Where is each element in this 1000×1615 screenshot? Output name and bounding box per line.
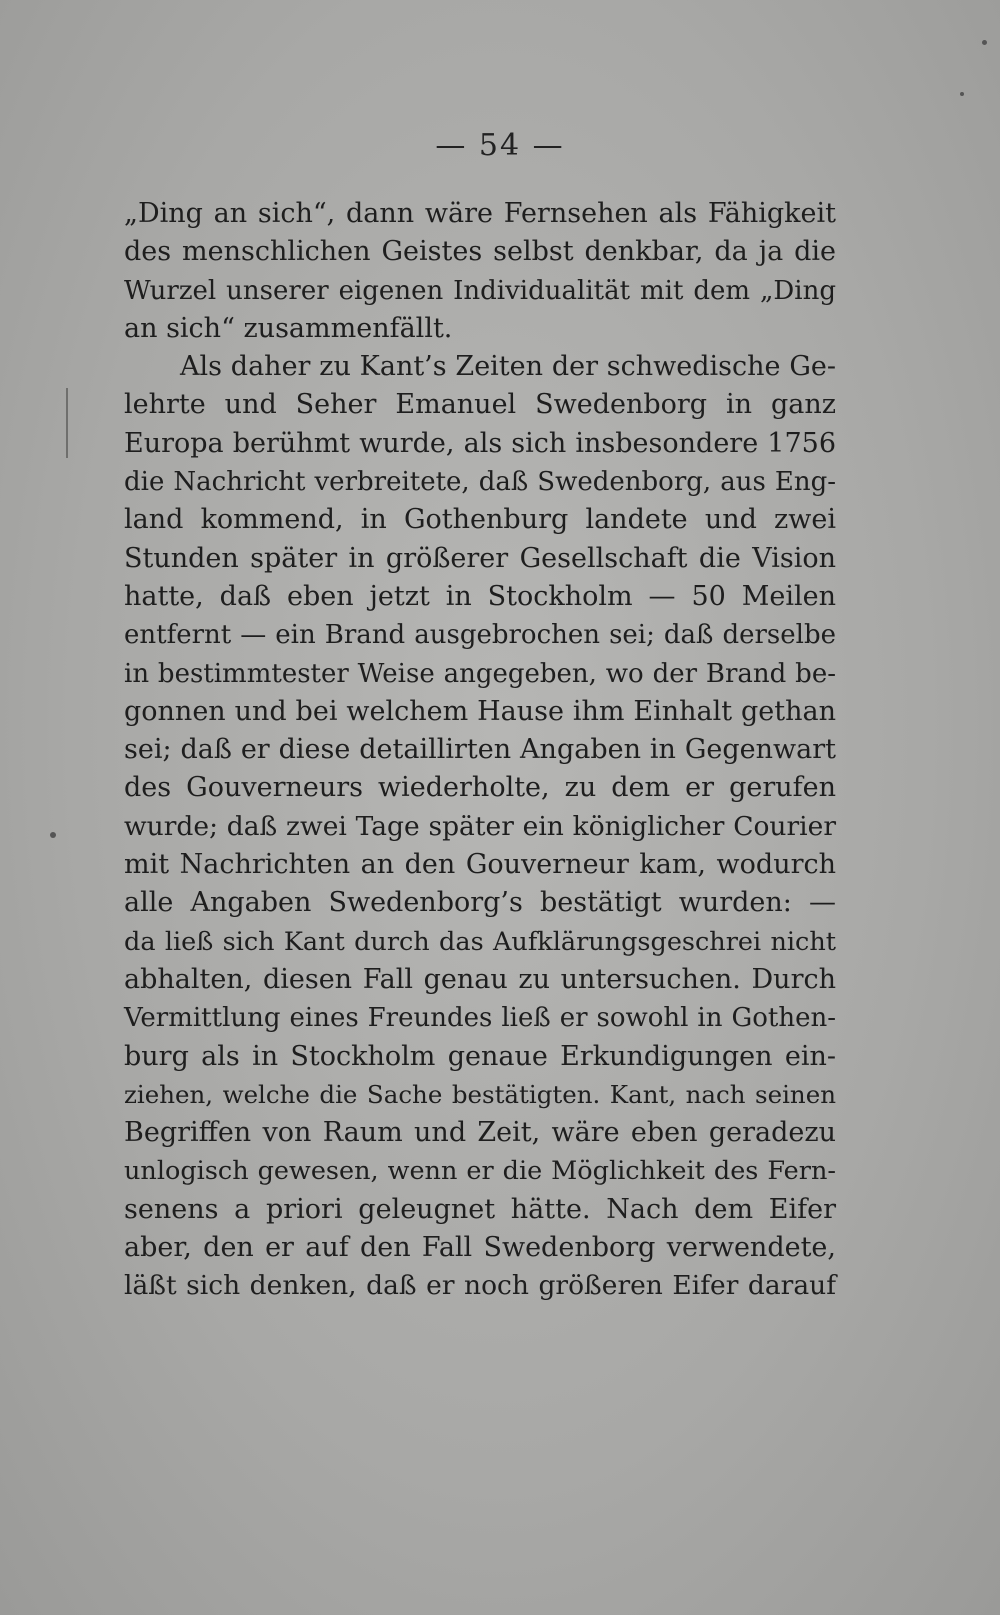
text-line: des menschlichen Geistes selbst denkbar, da ja die — [124, 236, 836, 268]
text-line: land kommend, in Gothenburg landete und zwei — [124, 504, 836, 536]
text-line: Als daher zu Kant’s Zeiten der schwedische Ge- — [180, 351, 836, 383]
text-line: in bestimmtester Weise angegeben, wo der Brand be- — [124, 658, 836, 689]
ink-speck — [982, 40, 987, 45]
margin-mark — [66, 388, 68, 458]
text-line: ziehen, welche die Sache bestätigten. Kant, nach seinen — [124, 1079, 836, 1109]
text-line: des Gouverneurs wiederholte, zu dem er gerufen — [124, 772, 836, 804]
text-line: abhalten, diesen Fall genau zu untersuchen. Durch — [124, 963, 836, 995]
text-line: mit Nachrichten an den Gouverneur kam, wodurch — [124, 849, 836, 881]
text-line: aber, den er auf den Fall Swedenborg verwendete, — [124, 1232, 836, 1264]
text-line: gonnen und bei welchem Hause ihm Einhalt gethan — [124, 695, 836, 727]
text-line: Vermittlung eines Freundes ließ er sowohl in Gothen- — [124, 1003, 836, 1034]
body-text — [124, 195, 836, 1306]
text-line: da ließ sich Kant durch das Aufklärungsgeschrei nicht — [124, 926, 836, 957]
text-line: unlogisch gewesen, wenn er die Möglichkeit des Fern- — [124, 1156, 836, 1187]
text-line: an sich“ zusammenfällt. — [124, 312, 453, 344]
text-line: alle Angaben Swedenborg’s bestätigt wurden: — — [124, 887, 836, 919]
text-line: läßt sich denken, daß er noch größeren Eifer darauf — [124, 1270, 836, 1302]
text-line: „Ding an sich“, dann wäre Fernsehen als Fähigkeit — [124, 198, 836, 229]
text-line: hatte, daß eben jetzt in Stockholm — 50 Meilen — [124, 580, 836, 612]
text-line: wurde; daß zwei Tage später ein königlicher Courier — [124, 810, 836, 842]
text-line: die Nachricht verbreitete, daß Swedenborg, aus Eng- — [124, 467, 836, 498]
text-line: senens a priori geleugnet hätte. Nach dem Eifer — [124, 1193, 836, 1225]
text-line: entfernt — ein Brand ausgebrochen sei; daß derselbe — [124, 620, 836, 651]
text-line: sei; daß er diese detaillirten Angaben in Gegenwart — [124, 734, 836, 766]
page-number: — 54 — — [435, 128, 565, 163]
text-line: Europa berühmt wurde, als sich insbesondere 1756 — [124, 427, 836, 459]
ink-speck — [960, 92, 964, 96]
text-line: Wurzel unserer eigenen Individualität mit dem „Ding — [124, 275, 836, 306]
text-line: burg als in Stockholm genaue Erkundigungen ein- — [124, 1040, 836, 1072]
text-line: lehrte und Seher Emanuel Swedenborg in ganz — [124, 389, 836, 421]
text-line: Stunden später in größerer Gesellschaft die Vision — [124, 542, 836, 574]
text-line: Begriffen von Raum und Zeit, wäre eben geradezu — [124, 1117, 836, 1149]
ink-speck — [50, 832, 56, 838]
